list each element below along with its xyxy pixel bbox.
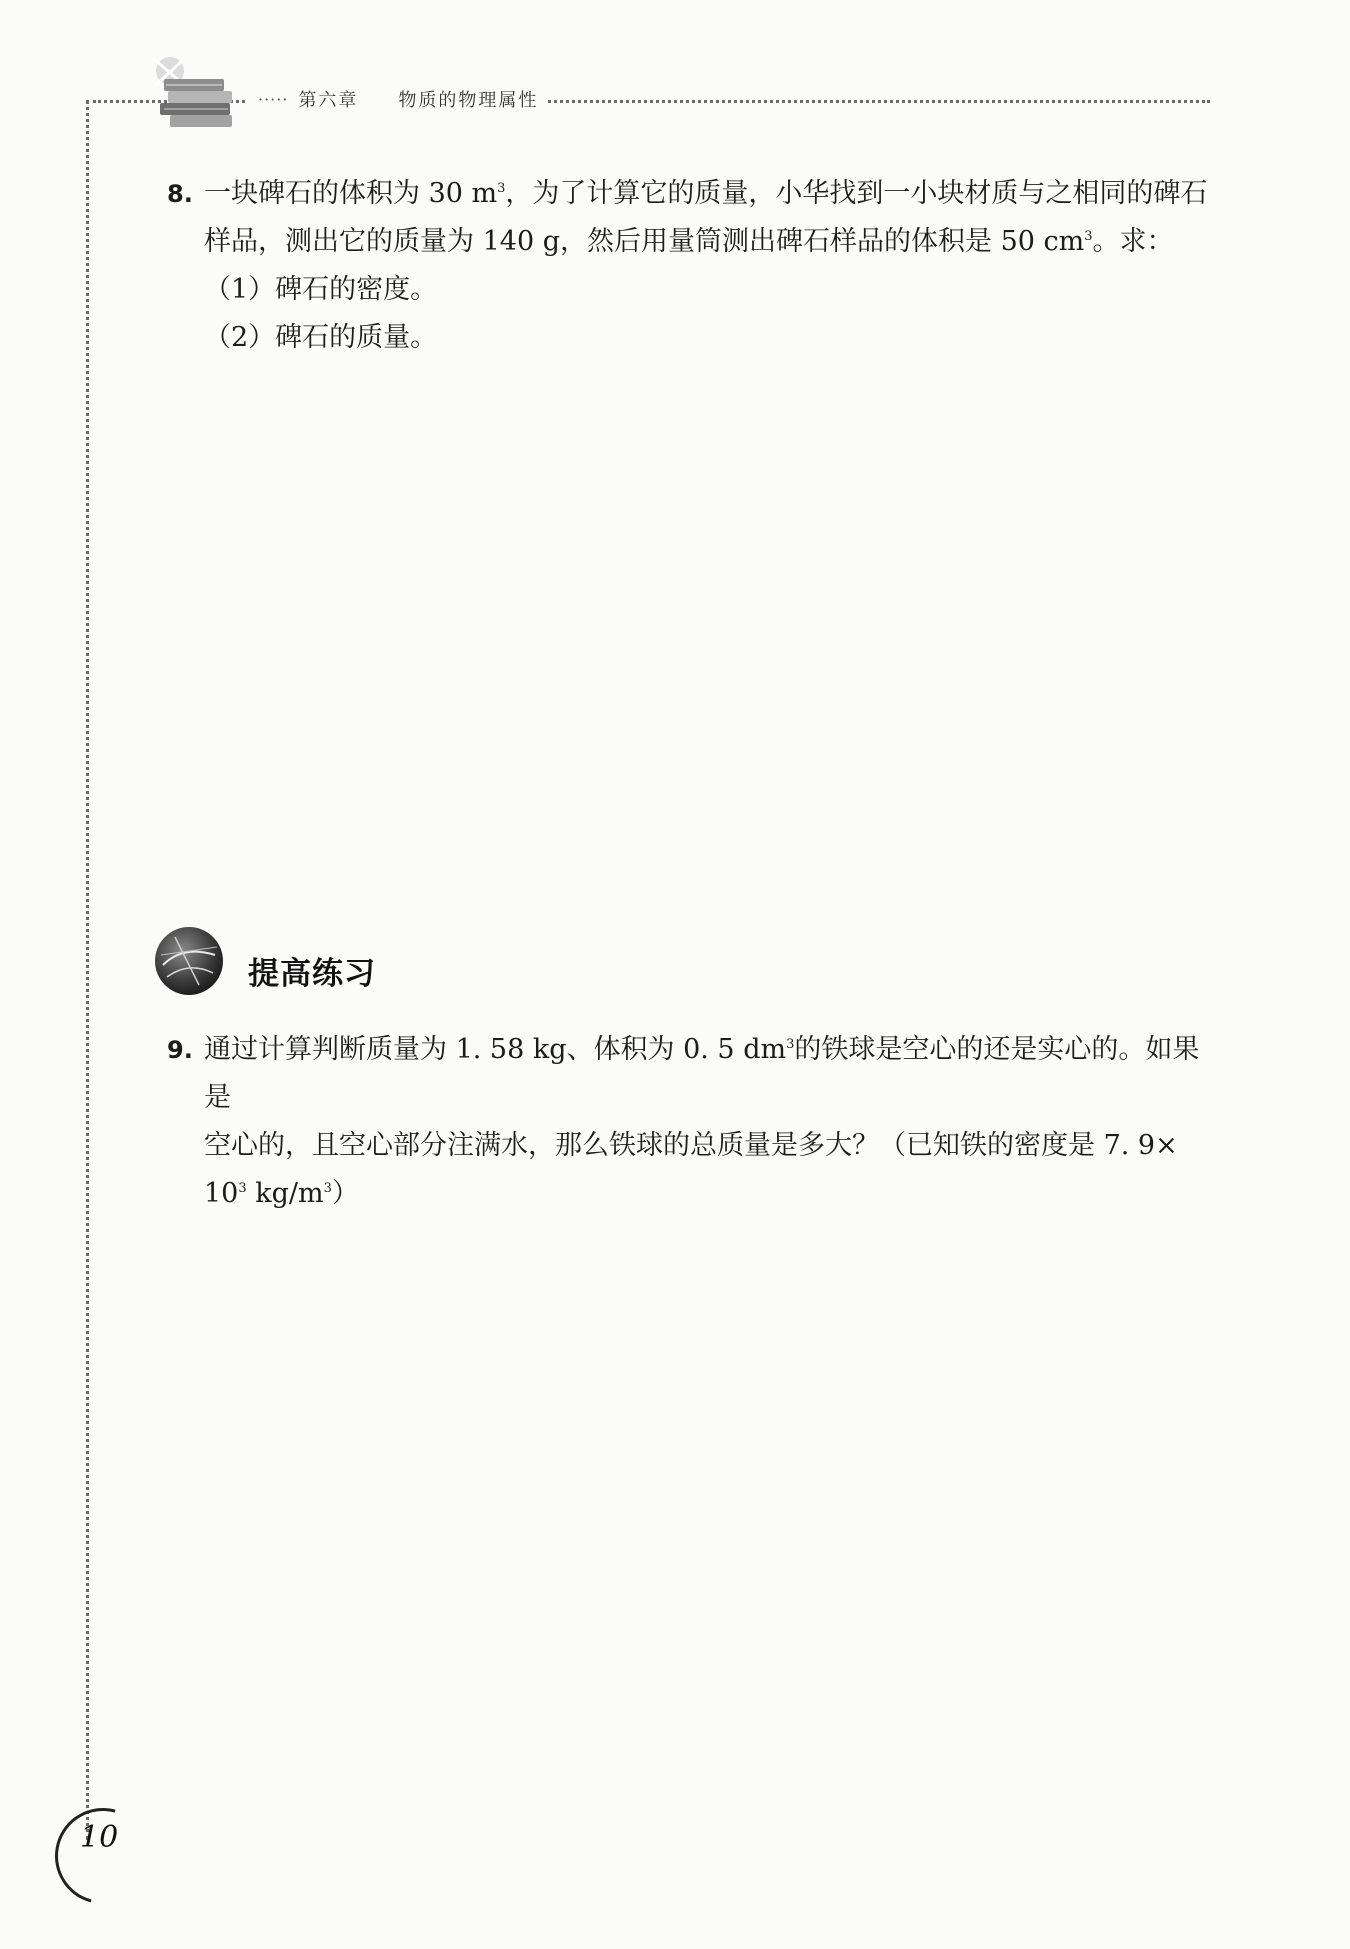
section-title: 提高练习: [248, 956, 376, 992]
margin-dotted-rule: [86, 100, 89, 1840]
sub-question-2: （2）碑石的质量。: [204, 322, 438, 353]
question-text: ，为了计算它的质量，小华找到一小块材质与之相同的碑石: [505, 178, 1208, 209]
question-text: 通过计算判断质量为 1. 58 kg、体积为 0. 5 dm: [204, 1034, 787, 1065]
superscript: 3: [323, 1181, 332, 1196]
question-text: 样品，测出它的质量为 140 g，然后用量筒测出碑石样品的体积是 50 cm: [204, 226, 1085, 257]
question-8: [167, 170, 1217, 362]
question-number: 9.: [167, 1036, 193, 1064]
running-header: [248, 86, 548, 112]
books-icon: [150, 55, 248, 135]
question-9: [167, 1026, 1217, 1218]
question-text: kg/m: [246, 1178, 324, 1209]
question-text: 一块碑石的体积为 30 m: [204, 178, 498, 209]
header-dots: ·····: [258, 89, 289, 109]
question-text: 空心的，且空心部分注满水，那么铁球的总质量是多大？（已知铁的密度是 7. 9×: [204, 1130, 1178, 1161]
superscript: 3: [1084, 229, 1093, 244]
chapter-title: 物质的物理属性: [398, 90, 539, 111]
superscript: 3: [786, 1037, 795, 1052]
globe-icon: [153, 925, 225, 997]
question-number: 8.: [167, 180, 193, 208]
page-number-arc: [37, 1790, 168, 1921]
question-text: ）: [331, 1178, 359, 1209]
page-number: 10: [80, 1820, 119, 1855]
sub-question-1: （1）碑石的密度。: [204, 274, 438, 305]
question-text: 。求：: [1092, 226, 1174, 257]
superscript: 3: [238, 1181, 247, 1196]
question-text: 的铁球是空心的还是实心的。如果是: [204, 1034, 1200, 1113]
superscript: 3: [497, 181, 506, 196]
question-text: 10: [204, 1178, 239, 1209]
chapter-label: 第六章: [298, 90, 359, 111]
